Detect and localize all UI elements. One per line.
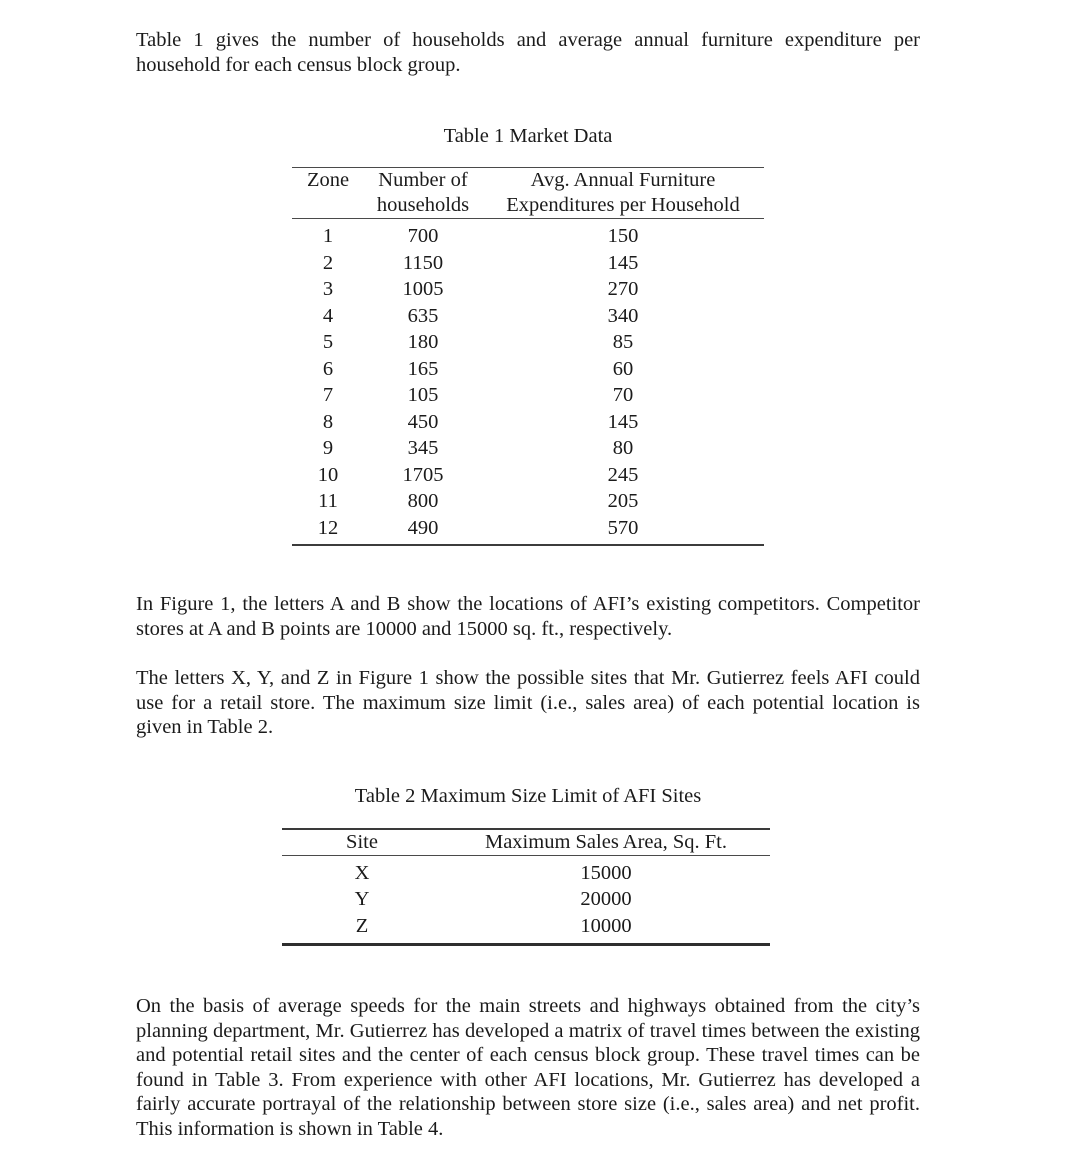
table-row xyxy=(292,250,764,277)
paragraph-travel-times: On the basis of average speeds for the main streets and highways obtained from the city’s planning department, Mr. Gutierrez has developed a matrix of travel times between the existing and potential retail sites and the center of each census block group. These travel times can be found in Table 3. From experience with other AFI locations, Mr. Gutierrez has developed a fairly accurate portrayal of the relationship between store size (i.e., sales area) and net profit. This information is shown in Table 4. xyxy=(136,995,920,1140)
table-1-header-zone-label: Zone xyxy=(306,169,350,191)
table-2-bottom-rule xyxy=(282,943,770,946)
table-2-cell-site: Z xyxy=(355,914,369,937)
table-1-cell-households: 1705 xyxy=(402,463,444,486)
table-2-header-max-area xyxy=(442,830,770,855)
table-2-header-site-label: Site xyxy=(346,830,378,853)
table-2-header-row xyxy=(282,830,770,855)
page-content xyxy=(136,28,920,1141)
table-row xyxy=(282,856,770,887)
table-row xyxy=(292,276,764,303)
table-1-header-expenditures xyxy=(482,168,764,218)
table-1-cell-zone: 7 xyxy=(322,384,334,406)
paragraph-potential-sites: The letters X, Y, and Z in Figure 1 show the possible sites that Mr. Gutierrez feels AFI could use for a retail store. The maximum size limit (i.e., sales area) of each potential location is given in Table 2. xyxy=(136,667,920,738)
table-1-cell-zone: 3 xyxy=(322,278,334,300)
table-1-cell-zone: 10 xyxy=(317,463,339,486)
table-1 xyxy=(292,168,764,218)
table-2-cell-site: Y xyxy=(354,888,370,910)
table-1-cell-zone: 9 xyxy=(322,437,334,459)
table-1-head xyxy=(292,168,764,218)
table-row xyxy=(292,382,764,409)
table-1-cell-zone: 4 xyxy=(322,304,334,327)
table-1-cell-expenditures: 205 xyxy=(607,490,639,512)
table-1-bottom-rule xyxy=(292,544,764,546)
table-1-cell-households: 165 xyxy=(407,357,439,380)
table-2-header-site xyxy=(282,830,442,855)
table-1-cell-expenditures: 270 xyxy=(607,278,639,300)
table-1-cell-households: 450 xyxy=(407,410,439,433)
table-1-header-row xyxy=(292,168,764,218)
table-1-header-households-line1: Number of xyxy=(378,169,468,191)
table-1-cell-expenditures: 70 xyxy=(612,384,634,406)
table-1-body xyxy=(292,219,764,544)
table-2-cell-max-area: 10000 xyxy=(580,914,632,937)
table-1-container xyxy=(292,167,764,546)
table-1-cell-expenditures: 60 xyxy=(612,357,634,380)
table-1-cell-zone: 12 xyxy=(317,516,339,539)
spacer xyxy=(136,740,920,784)
spacer xyxy=(136,148,920,167)
spacer xyxy=(136,641,920,666)
spacer xyxy=(136,546,920,592)
table-row xyxy=(292,329,764,356)
table-2 xyxy=(282,830,770,855)
table-row xyxy=(292,409,764,436)
table-1-cell-expenditures: 570 xyxy=(607,516,639,539)
table-1-cell-expenditures: 340 xyxy=(607,304,639,327)
table-1-cell-expenditures: 80 xyxy=(612,437,634,459)
spacer xyxy=(136,946,920,994)
table-1-header-expenditures-line1: Avg. Annual Furniture xyxy=(530,169,716,191)
table-2-head xyxy=(282,830,770,855)
table-1-cell-households: 800 xyxy=(407,490,439,512)
table-row xyxy=(282,886,770,913)
table-1-body-table xyxy=(292,219,764,544)
spacer xyxy=(136,102,920,124)
table-2-caption: Table 2 Maximum Size Limit of AFI Sites xyxy=(354,784,702,807)
table-2-body-table xyxy=(282,856,770,944)
table-row xyxy=(292,462,764,489)
paragraph-figure-competitors: In Figure 1, the letters A and B show the locations of AFI’s existing competitors. Competitor stores at A and B points are 10000 and 15000 sq. ft., respectively. xyxy=(136,593,920,640)
table-2-cell-max-area: 15000 xyxy=(580,861,632,884)
table-1-header-households xyxy=(364,168,482,218)
table-1-header-zone xyxy=(292,168,364,218)
table-1-cell-households: 1150 xyxy=(402,251,444,274)
table-1-cell-zone: 1 xyxy=(322,225,334,247)
table-1-cell-zone: 6 xyxy=(322,357,334,380)
table-2-header-max-area-label: Maximum Sales Area, Sq. Ft. xyxy=(484,830,727,853)
table-1-cell-zone: 8 xyxy=(322,410,334,433)
table-2-container xyxy=(282,828,770,947)
table-1-cell-expenditures: 85 xyxy=(612,331,634,353)
table-1-cell-expenditures: 150 xyxy=(607,225,639,247)
table-2-body xyxy=(282,856,770,944)
table-1-header-households-line2: households xyxy=(376,194,470,216)
table-1-cell-households: 1005 xyxy=(402,278,444,300)
spacer xyxy=(136,808,920,828)
table-2-cell-max-area: 20000 xyxy=(580,888,632,910)
intro-paragraph: Table 1 gives the number of households and average annual furniture expenditure per household for each census block group. xyxy=(136,29,920,76)
table-1-cell-households: 180 xyxy=(407,331,439,353)
table-1-cell-households: 635 xyxy=(407,304,439,327)
table-row xyxy=(292,356,764,383)
spacer xyxy=(136,77,920,102)
table-1-cell-households: 490 xyxy=(407,516,439,539)
table-1-cell-zone: 2 xyxy=(322,251,334,274)
table-row xyxy=(292,488,764,515)
table-1-caption: Table 1 Market Data xyxy=(443,125,613,147)
table-1-cell-zone: 5 xyxy=(322,331,334,353)
table-1-cell-expenditures: 145 xyxy=(607,251,639,274)
table-row xyxy=(292,219,764,250)
table-1-header-expenditures-line2: Expenditures per Household xyxy=(506,194,740,216)
table-1-cell-expenditures: 145 xyxy=(607,410,639,433)
table-row xyxy=(292,435,764,462)
table-1-cell-households: 700 xyxy=(407,225,439,247)
table-2-cell-site: X xyxy=(354,861,370,884)
table-1-cell-expenditures: 245 xyxy=(607,463,639,486)
table-1-cell-zone: 11 xyxy=(318,490,338,512)
table-row xyxy=(282,913,770,944)
table-row xyxy=(292,515,764,545)
table-1-cell-households: 345 xyxy=(407,437,439,459)
table-row xyxy=(292,303,764,330)
table-1-cell-households: 105 xyxy=(407,384,439,406)
table-2-block xyxy=(136,784,920,947)
table-1-block xyxy=(136,124,920,546)
